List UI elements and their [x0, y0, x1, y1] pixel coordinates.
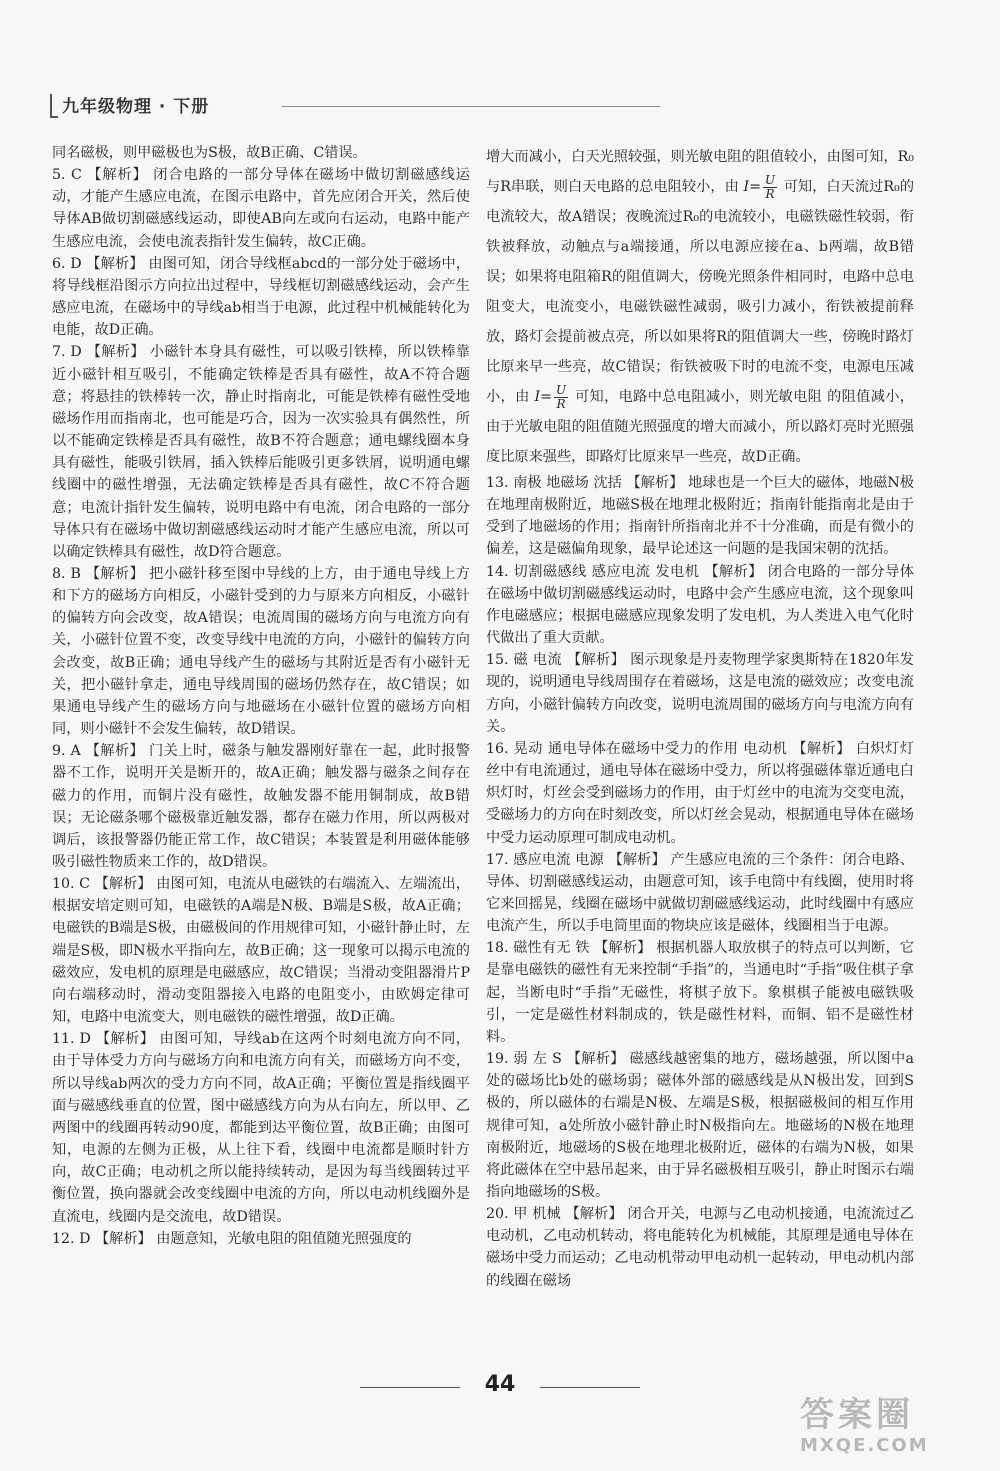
q12-text-d: 可知，电路中总电阻减小，则光敏电阻 [575, 389, 823, 405]
page-header [50, 92, 620, 120]
ohms-law-formula-1 [743, 172, 779, 201]
watermark-url: MXQE.COM [800, 1435, 929, 1456]
fraction [554, 384, 568, 411]
fraction [763, 174, 777, 201]
ohms-law-formula-2 [534, 382, 571, 411]
answer-item: 8. B 【解析】 把小磁针移至图中导线的上方，由于通电导线上方和下方的磁场方向相反，小磁针受到的力与原来方向相反，小磁针的偏转方向会改变，故A错误；电流周围的磁场方向与电流方向有关，小磁针位置不变，改变导线中电流的方向，小磁针的偏转方向会改变，故B正确；通电导线产生的磁场与其附近是否有小磁针无关，把小磁针拿走，通电导线周围的磁场仍然存在，故C错误；如果通电导线产生的磁场方向与地磁场在小磁针位置的磁场方向相同，则小磁针不会发生偏转，故D错误。 [52, 565, 470, 738]
answer-item: 12. D 【解析】 由题意知，光敏电阻的阻值随光照强度的 [52, 1230, 412, 1247]
answer-item: 10. C 【解析】 由图可知，电流从电磁铁的右端流入、左端流出，根据安培定则可知，电磁铁的A端是N极、B端是S极，故A正确；电磁铁的B端是S极，由磁极间的作用规律可知，小磁针静止时，左端是S极，即N极水平指向左，故B正确；这一现象可以揭示电流的磁效应，发电机的原理是电磁感应，故C错误；当滑动变阻器滑片P向右端移动时，滑动变阻器接入电路的电阻变小，由欧姆定律可知，电路中电流变大，则电磁铁的磁性增强，故D正确。 [52, 876, 470, 1026]
fraction-denominator: R [765, 186, 775, 201]
watermark-logo [800, 1395, 980, 1465]
answer-item: 13. 南极 地磁场 沈括 【解析】 地球也是一个巨大的磁体，地磁N极在地理南极附近，地磁S极在地理北极附近；指南针能指南北是由于受到了地磁场的作用；指南针所指南北并不十分准确，而是有微小的偏差，这是磁偏角现象，最早论述这一问题的是我国宋朝的沈括。 [486, 475, 914, 558]
answer-item-12-continued [486, 142, 914, 472]
answer-item: 5. C 【解析】 闭合电路的一部分导体在磁场中做切割磁感线运动，才能产生感应电流，在图示电路中，首先应闭合开关，然后使导体AB做切割磁感线运动，即使AB向左或向右运动，电路中能产生感应电流，会使电流表指针发生偏转，故C正确。 [52, 167, 470, 250]
fraction-numerator: U [556, 382, 567, 397]
q12-text-b: 可知，白天流过R₀的电流较大，故A错误；夜晚流过R₀的电流较小，电磁铁磁性较弱，衔铁被释放，动触点与a端接通，所以电源应接在a、b两端，故B错误；如果将电阻箱R的阻值调大，傍晚光照条件相同时，电路中总电阻变大，电流变小，电磁铁磁性减弱，吸引力减小，衔铁被提前释放，路灯会提前被点亮，所以如果将R的阻值调大一些，傍晚时路灯比原来早一些亮，故C错误；衔铁被吸下时的电流不变，电源电压减 [486, 179, 915, 375]
answer-item: 同名磁极，则甲磁极也为S极，故B正确、C错误。 [52, 145, 367, 161]
page-number: 44 [484, 1372, 516, 1397]
fraction-denominator: R [556, 396, 566, 411]
fraction-numerator: U [764, 172, 776, 187]
answer-item: 16. 晃动 通电导体在磁场中受力的作用 电动机 【解析】 白炽灯灯丝中有电流通过，通电导体在磁场中受力，所以将强磁体靠近通电白炽灯时，灯丝会受到磁场力的作用，由于灯丝中的电流为交变电流，受磁场力的方向在时刻改变，所以灯丝会晃动，根据通电导体在磁场中受力运动原理可制成电动机。 [486, 740, 914, 846]
header-title: 九年级物理 · 下册 [62, 97, 210, 117]
formula-lhs: I= [534, 389, 552, 405]
watermark-text: 答案圈 [800, 1395, 914, 1435]
answer-item: 17. 感应电流 电源 【解析】 产生感应电流的三个条件：闭合电路、导体、切割磁感线运动，由题意可知，该手电筒中有线圈，使用时将它来回摇晃，线圈在磁场中就做切割磁感线运动，此时线圈中有感应电流产生，所以手电筒里面的物块应该是磁体，线圈相当于电源。 [486, 851, 914, 935]
answer-item: 9. A 【解析】 门关上时，磁条与触发器刚好靠在一起，此时报警器不工作，说明开关是断开的，故A正确；触发器与磁条之间存在磁力的作用，而铜片没有磁性，故触发器不能用铜制成，故B错误；无论磁条哪个磁极靠近触发器，都存在磁力作用，所以两极对调后，该报警器仍能正常工作，故C错误；本装置是利用磁体能够吸引磁性物质来工作的，故D错误。 [52, 743, 470, 870]
answer-item: 14. 切割磁感线 感应电流 发电机 【解析】 闭合电路的一部分导体在磁场中做切割磁感线运动时，电路中会产生感应电流，这个现象叫作电磁感应；根据电磁感应现象发明了发电机，为人类进入电气化时代做出了重大贡献。 [486, 563, 914, 647]
formula-lhs: I= [743, 179, 761, 195]
q12-text-c: 小，由 [486, 389, 530, 405]
answer-item: 20. 甲 机械 【解析】 闭合开关，电源与乙电动机接通，电流流过乙电动机，乙电动机转动，将电能转化为机械能，其原理是通电导体在磁场中受力而运动；乙电动机带动甲电动机一起转动，甲电动机内部的线圈在磁场 [486, 1206, 914, 1289]
answer-item: 18. 磁性有无 铁 【解析】 根据机器人取放棋子的特点可以判断，它是靠电磁铁的磁性有无来控制“手指”的，当通电时“手指”吸住棋子拿起，当断电时“手指”无磁性，将棋子放下。象棋棋子能被电磁铁吸引，一定是磁性材料制成的，铁是磁性材料，而铜、铝不是磁性材料。 [486, 940, 914, 1045]
page-footer [360, 1372, 640, 1402]
answer-item: 7. D 【解析】 小磁针本身具有磁性，可以吸引铁棒，所以铁棒靠近小磁针相互吸引，不能确定铁棒是否具有磁性，故A不符合题意；将悬挂的铁棒转一次，静止时指南北，可能是铁棒有磁性受地磁场作用而指南北，也可能是巧合，因为一次实验具有偶然性，所以不能确定铁棒是否具有磁性，故B不符合题意；通电螺线圈本身具有磁性，能吸引铁屑，插入铁棒后能吸引更多铁屑，说明通电螺线圈中的磁性增强，无法确定铁棒是否具有磁性，故C不符合题意；电流计指针发生偏转，说明电路中有电流，闭合电路的一部分导体只有在磁场中做切割磁感线运动时才能产生感应电流，所以可以确定铁棒具有磁性，故D符合题意。 [52, 344, 470, 560]
q12-text-e: 的阻值减小，由于光敏电阻的阻值随光照强度的增大而减小，所以路灯亮时光照强度比原来强些，即路灯比原来早一些亮，故D正确。 [486, 389, 914, 465]
left-column [52, 142, 470, 1250]
q12-text-a: 增大而减小，白天光照较强，则光敏电阻的阻值较小，由图可知，R₀与R串联，则白天电路的总电阻较小，由 [486, 149, 914, 195]
right-column [486, 142, 914, 1292]
header-bracket [50, 94, 58, 118]
answer-item: 6. D 【解析】 由图可知，闭合导线框abcd的一部分处于磁场中，将导线框沿图示方向拉出过程中，导线框切割磁感线运动，会产生感应电流，在磁场中的导线ab相当于电源，此过程中机械能转化为电能，故D正确。 [52, 255, 470, 339]
answer-item: 19. 弱 左 S 【解析】 磁感线越密集的地方，磁场越强，所以图中a处的磁场比b处的磁场弱；磁体外部的磁感线是从N极出发，回到S极的，所以磁体的右端是N极、左端是S极，根据磁极间的相互作用规律可知，a处所放小磁针静止时N极指向左。地磁场的N极在地理南极附近，地磁场的S极在地理北极附近，磁体的右端为N极，如果将此磁体在空中悬吊起来，由于异名磁极相互吸引，静止时图示右端指向地磁场的S极。 [486, 1051, 914, 1200]
footer-rule-right [540, 1387, 640, 1388]
header-rule [282, 106, 660, 107]
answer-item: 11. D 【解析】 由图可知，导线ab在这两个时刻电流方向不同，由于导体受力方向与磁场方向和电流方向有关，而磁场方向不变，所以导线ab两次的受力方向不同，故A正确；平衡位置是指线圈平面与磁感线垂直的位置，图中磁感线方向为从右向左，所以甲、乙两图中的线圈再转动90度，都能到达平衡位置，故B正确；由图可知，电源的左侧为正极，从上往下看，线圈中电流都是顺时针方向，故C正确；电动机之所以能持续转动，是因为每当线圈转过平衡位置，换向器就会改变线圈中电流的方向，所以电动机线圈外是直流电，线圈内是交流电，故D错误。 [52, 1031, 470, 1225]
answer-item: 15. 磁 电流 【解析】 图示现象是丹麦物理学家奥斯特在1820年发现的，说明通电导线周围存在着磁场，这是电流的磁效应；改变电流方向，小磁针偏转方向改变，说明电流周围的磁场方向与电流方向有关。 [486, 652, 914, 735]
